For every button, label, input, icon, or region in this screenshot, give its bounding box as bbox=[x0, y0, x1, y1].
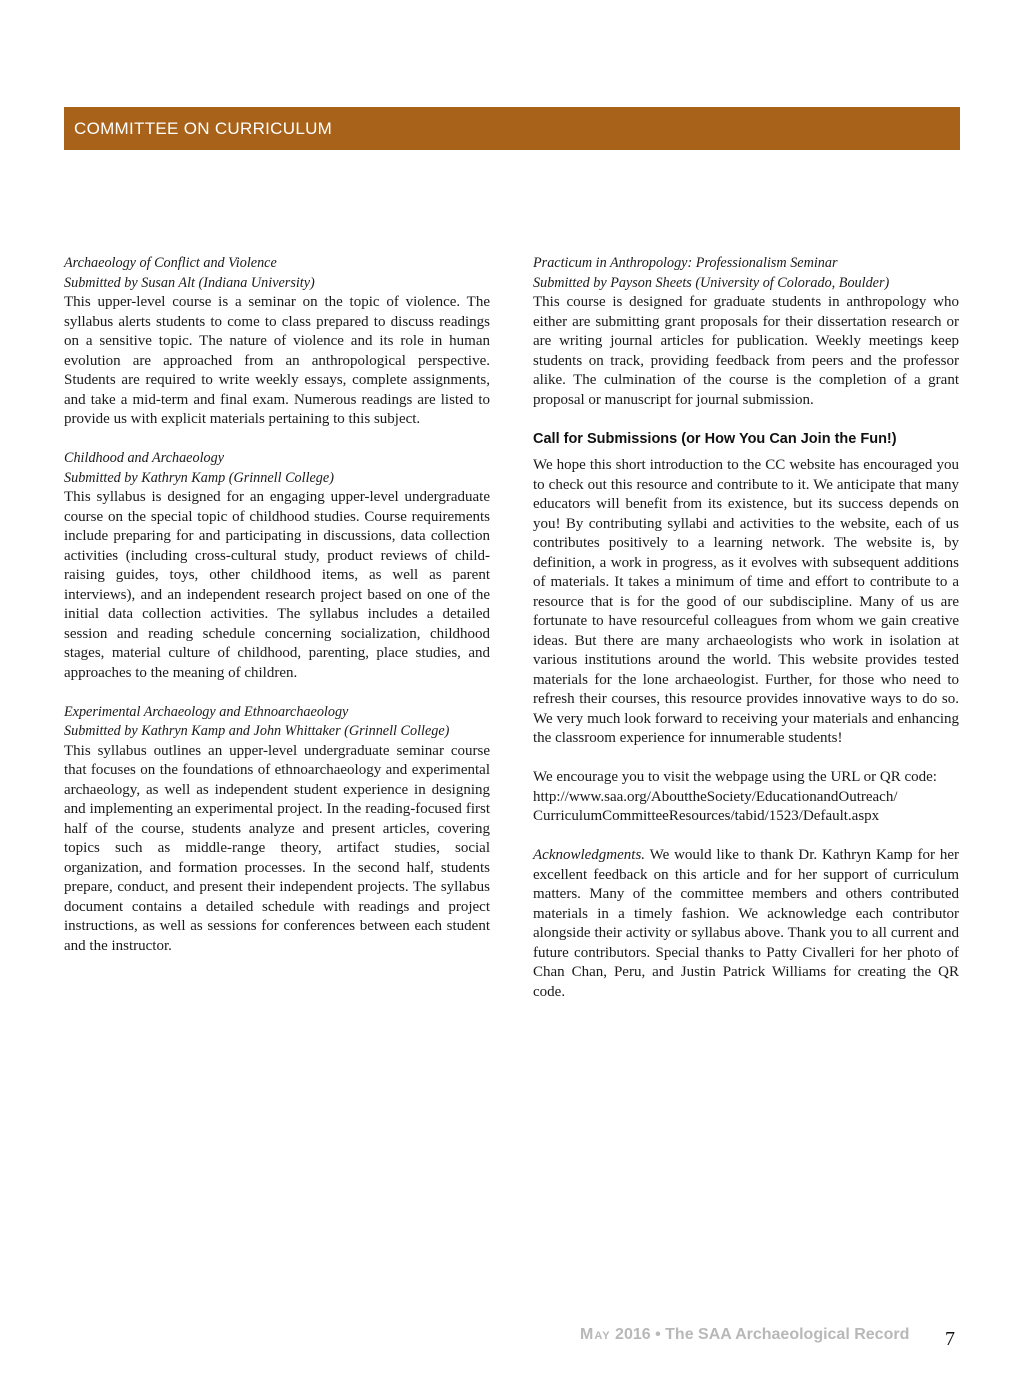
footer-publication: 2016 • The SAA Archaeological Record bbox=[610, 1326, 910, 1343]
syllabus-entry bbox=[64, 703, 490, 957]
syllabus-byline: Submitted by Kathryn Kamp (Grinnell College) bbox=[64, 469, 334, 486]
syllabus-byline: Submitted by Kathryn Kamp and John Whittaker (Grinnell College) bbox=[64, 723, 450, 739]
syllabus-entry bbox=[533, 254, 959, 410]
call-for-submissions-text: We hope this short introduction to the CC website has encouraged you to check out this resource and contribute to it. We anticipate that many educators will benefit from its existence, but its success depends on you! By contributing syllabi and activities to the website, each of us contributes positively to a learning network. The website is, by definition, a work in progress, as it evolves with subsequent additions of materials. It takes a minimum of time and effort to contribute to a resource that is for the good of our subdiscipline. Many of us are fortunate to have resourceful colleagues from whom we gain creative ideas. But there are many archaeologists who work in isolation at various institutions around the world. This website provides tested materials for the lone archaeologist. Further, for those who need to refresh their courses, this resource provides innovative ways to do so. We very much look forward to receiving your materials and enhancing the classroom experience for innumerable students! bbox=[533, 457, 959, 746]
syllabus-entry bbox=[64, 449, 490, 683]
syllabus-title: Practicum in Anthropology: Professionalism Seminar bbox=[533, 255, 838, 271]
url-paragraph bbox=[533, 768, 959, 827]
section-header-title: COMMITTEE ON CURRICULUM bbox=[74, 118, 333, 138]
syllabus-description: This syllabus outlines an upper-level undergraduate seminar course that focuses on the foundations of ethnoarchaeology and experimental archaeology, as well as independent student experience in designing and implementing an experimental project. In the reading-focused first half of the course, students analyze and present articles, covering topics such as middle-range theory, artifact studies, social organization, and formation processes. In the second half, students prepare, conduct, and present their independent projects. The syllabus document contains a detailed schedule with readings and project instructions, as well as sessions for conferences between each student and the instructor. bbox=[64, 742, 490, 954]
syllabus-title: Childhood and Archaeology bbox=[64, 450, 224, 466]
syllabus-title: Archaeology of Conflict and Violence bbox=[64, 255, 277, 271]
syllabus-byline: Submitted by Payson Sheets (University of Colorado, Boulder) bbox=[533, 274, 890, 291]
syllabus-description: This syllabus is designed for an engaging upper-level undergraduate course on the special topic of childhood studies. Course requirements include preparing for and participating in discussions, data collection activities (including cross-cultural study, product reviews of child-raising guides, toys, other childhood items, as well as parent interviews), and an independent research project based on one of the initial data collection activities. The syllabus includes a detailed session and reading schedule concerning socialization, childhood stages, material culture of childhood, parenting, place studies, and approaches to the meaning of children. bbox=[64, 489, 490, 681]
acknowledgments-text bbox=[533, 846, 959, 1002]
syllabus-title: Experimental Archaeology and Ethnoarchaeology bbox=[64, 703, 349, 720]
running-footer bbox=[580, 1326, 909, 1344]
acknowledgments bbox=[533, 846, 959, 1002]
section-header-bar bbox=[64, 107, 960, 150]
left-column bbox=[64, 254, 490, 976]
call-for-submissions bbox=[533, 456, 959, 749]
page-number: 7 bbox=[945, 1328, 955, 1350]
syllabus-entry bbox=[64, 254, 490, 430]
syllabus-description: This upper-level course is a seminar on the topic of violence. The syllabus alerts students to come to class prepared to discuss readings on a sensitive topic. The nature of violence and its role in human evolution are approached from an anthropological perspective. Students are required to write weekly essays, complete assignments, and take a mid-term and final exam. Numerous readings are listed to provide us with explicit materials pertaining to this subject. bbox=[64, 294, 490, 427]
footer-month: May bbox=[580, 1326, 611, 1343]
right-column bbox=[533, 254, 959, 1022]
resource-url-line-2[interactable]: CurriculumCommitteeResources/tabid/1523/Default.aspx bbox=[533, 808, 880, 824]
resource-url-line-1[interactable]: http://www.saa.org/AbouttheSociety/EducationandOutreach/ bbox=[533, 788, 898, 805]
syllabus-byline: Submitted by Susan Alt (Indiana University) bbox=[64, 274, 315, 291]
call-for-submissions-heading: Call for Submissions (or How You Can Join the Fun!) bbox=[533, 430, 897, 447]
acknowledgments-body: We would like to thank Dr. Kathryn Kamp for her excellent feedback on this article and for her support of curriculum matters. Many of the committee members and others contributed materials in a timely fashion. We acknowledge each contributor alongside their activity or syllabus above. Thank you to all current and future contributors. Special thanks to Patty Civalleri for her photo of Chan Chan, Peru, and Justin Patrick Williams for creating the QR code. bbox=[533, 847, 959, 1000]
url-intro: We encourage you to visit the webpage using the URL or QR code: bbox=[533, 769, 937, 785]
syllabus-description: This course is designed for graduate students in anthropology who either are submitting grant proposals for their dissertation research or are writing journal articles for publication. Weekly meetings keep students on track, providing feedback from peers and the professor alike. The culmination of the course is the completion of a grant proposal or manuscript for journal submission. bbox=[533, 294, 959, 408]
acknowledgments-label: Acknowledgments. bbox=[533, 847, 646, 863]
